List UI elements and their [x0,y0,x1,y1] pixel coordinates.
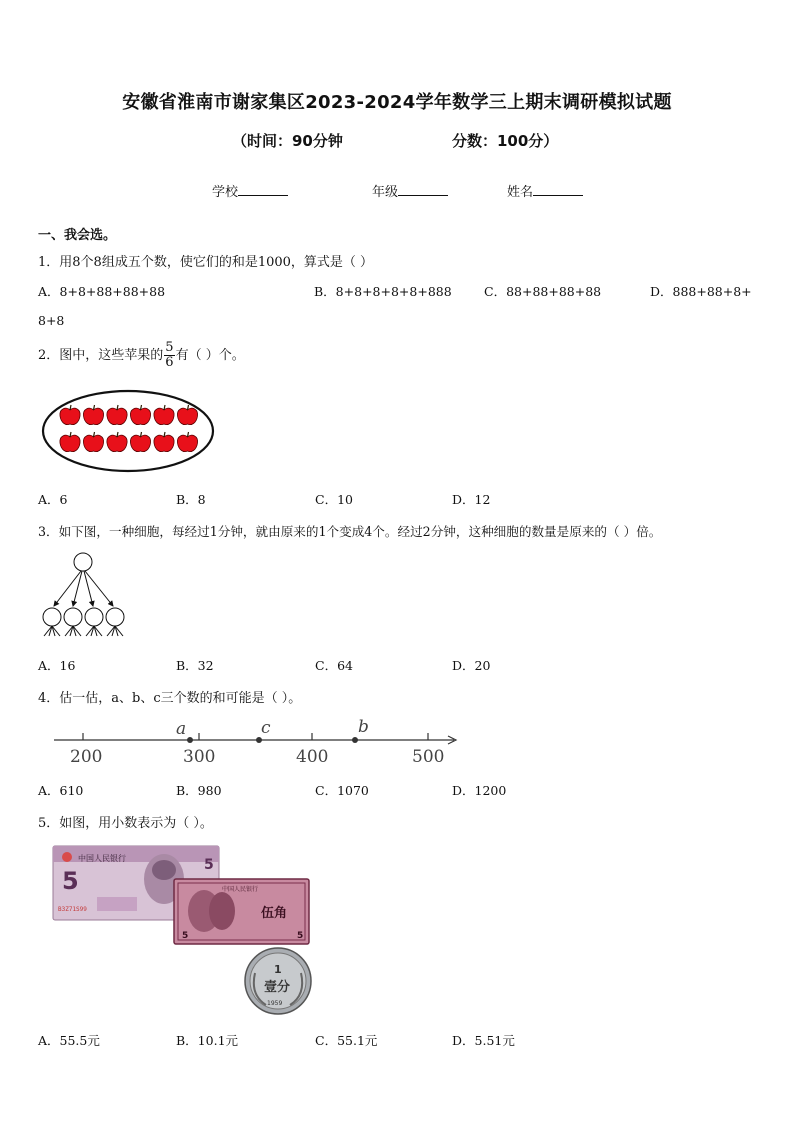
tick-label-500: 500 [412,747,445,767]
cell-division-figure [38,550,138,640]
cell-icon [85,608,103,626]
label-a: a [176,719,187,739]
emblem-icon [62,852,72,862]
note5-serial: B3Z71S99 [58,906,87,913]
q2-option-c[interactable]: C．10 [315,492,353,507]
q3-option-c[interactable]: C．64 [315,658,353,673]
name-blank[interactable] [533,182,583,196]
q5-option-d[interactable]: D．5.51元 [452,1033,515,1048]
q4-option-b[interactable]: B．980 [176,783,222,798]
q2-option-d[interactable]: D．12 [452,492,491,507]
note5jiao-header: 中国人民银行 [222,886,259,893]
label-c: c [261,718,271,738]
money-figure [52,845,317,1017]
school-field: 学校 [212,181,288,200]
question-3: 3．如下图，一种细胞，每经过1分钟，就由原来的1个变成4个。经过2分钟，这种细胞的数量是原来的（ ）倍。 [38,524,662,539]
q2-option-b[interactable]: B．8 [176,492,206,507]
q4-option-d[interactable]: D．1200 [452,783,507,798]
apple-icon [154,432,174,452]
q1-option-a[interactable]: A．8+8+88+88+88 [38,284,166,299]
note5jiao-corner-value-2: 5 [297,931,304,941]
one-fen-coin [245,948,311,1014]
q2-option-a[interactable]: A．6 [38,492,68,507]
tick-label-300: 300 [183,747,216,767]
apple-icon [83,405,103,425]
q3-option-b[interactable]: B．32 [176,658,214,673]
q5-option-a[interactable]: A．55.5元 [38,1033,100,1048]
apple-icon [177,405,197,425]
number-line [50,715,460,770]
point-a [187,737,193,743]
tick-label-400: 400 [296,747,329,767]
coin-text: 壹分 [264,980,291,995]
grade-blank[interactable] [398,182,448,196]
q4-option-c[interactable]: C．1070 [315,783,369,798]
apple-icon [107,405,127,425]
coin-value: 1 [274,963,282,976]
q5-option-c[interactable]: C．55.1元 [315,1033,378,1048]
exam-score: 分数：100分） [452,132,559,150]
question-4: 4．估一估，a、b、c三个数的和可能是（ ）。 [38,691,302,706]
q4-option-a[interactable]: A．610 [38,783,84,798]
cell-icon [43,608,61,626]
apple-icon [177,432,197,452]
five-jiao-note [174,879,309,944]
apple-icon [154,405,174,425]
cell-icon [64,608,82,626]
question-5: 5．如图，用小数表示为（ ）。 [38,816,213,831]
grade-field: 年级 [372,181,448,200]
apple-icon [130,405,150,425]
apple-icon [60,405,80,425]
q3-option-a[interactable]: A．16 [38,658,76,673]
apple-icon [130,432,150,452]
apple-icon [60,432,80,452]
exam-time: （时间：90分钟 [232,132,343,150]
cell-icon [106,608,124,626]
note5jiao-corner-value: 5 [182,931,189,941]
note5-header: 中国人民银行 [78,854,126,863]
school-blank[interactable] [238,182,288,196]
apples-figure [40,386,220,476]
q1-option-d[interactable]: D．888+88+8+ [650,284,752,299]
note5-value: 5 [62,867,79,895]
q1-option-d-continued: 8+8 [38,313,65,328]
question-1: 1．用8个8组成五个数，使它们的和是1000，算式是（ ） [38,255,374,270]
note5jiao-text: 伍角 [261,906,288,921]
label-b: b [358,717,369,737]
name-field: 姓名 [507,181,583,200]
tick-label-200: 200 [70,747,103,767]
apple-icon [83,432,103,452]
apple-icon [107,432,127,452]
q1-option-c[interactable]: C．88+88+88+88 [484,284,602,299]
q5-option-b[interactable]: B．10.1元 [176,1033,239,1048]
q3-option-d[interactable]: D．20 [452,658,491,673]
note5-corner-value: 5 [204,857,214,873]
section-title: 一、我会选。 [38,228,117,243]
q1-option-b[interactable]: B．8+8+8+8+8+888 [314,284,452,299]
page-title: 安徽省淮南市谢家集区2023-2024学年数学三上期末调研模拟试题 [122,92,672,113]
point-b [352,737,358,743]
coin-year: 1959 [267,1000,283,1007]
question-2: 2．图中，这些苹果的 $\frac{5}{6}$ 有（ ）个。 [38,340,245,370]
fraction-five-sixths: $\frac{5}{6}$ [165,340,174,370]
